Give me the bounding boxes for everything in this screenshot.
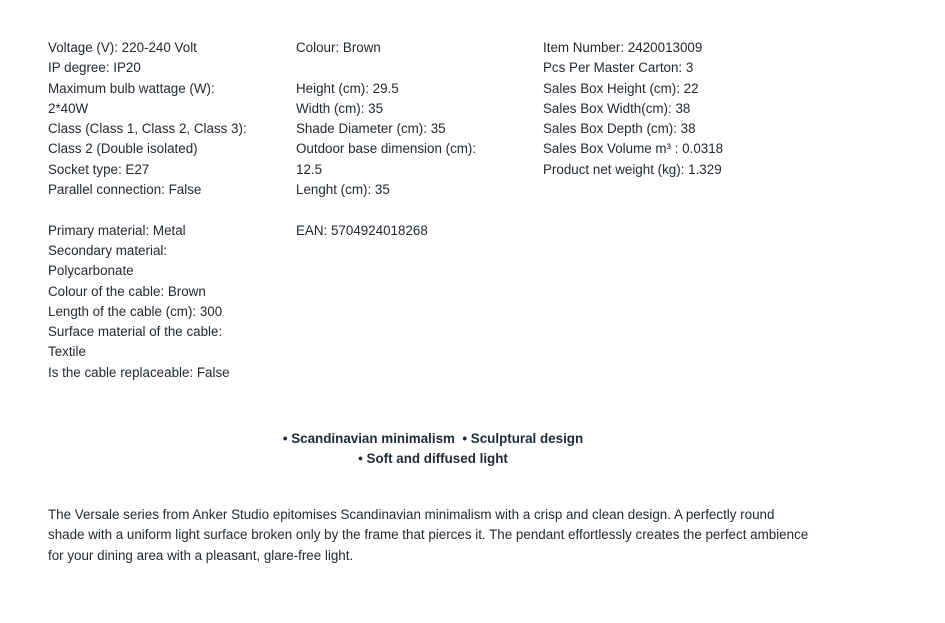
spec-net-weight: Product net weight (kg): 1.329 — [543, 161, 722, 177]
description-line: shade with a uniform light surface broken only by the frame that pierces it. The pendant effortlessly creates the perfect ambience — [48, 527, 809, 543]
spec-shade-diameter: Shade Diameter (cm): 35 — [296, 121, 446, 137]
spacer — [296, 200, 526, 220]
spec-max-bulb-wattage-value: 2*40W — [48, 100, 89, 116]
spec-width: Width (cm): 35 — [296, 100, 384, 116]
spec-column-packaging — [543, 38, 803, 180]
spec-outdoor-base-value: 12.5 — [296, 161, 323, 177]
spec-primary-material: Primary material: Metal — [48, 222, 186, 238]
spec-cable-replaceable: Is the cable replaceable: False — [48, 364, 230, 380]
spec-socket-type: Socket type: E27 — [48, 161, 150, 177]
spec-box-width: Sales Box Width(cm): 38 — [543, 100, 691, 116]
spec-cable-surface-label: Surface material of the cable: — [48, 324, 223, 340]
feature-line: • Soft and diffused light — [358, 451, 508, 467]
spec-class-label: Class (Class 1, Class 2, Class 3): — [48, 121, 247, 137]
description-line: The Versale series from Anker Studio epitomises Scandinavian minimalism with a crisp and clean design. A perfectly round — [48, 507, 775, 522]
product-description — [48, 505, 838, 566]
description-line: for your dining area with a pleasant, glare-free light. — [48, 547, 354, 563]
spec-box-depth: Sales Box Depth (cm): 38 — [543, 121, 696, 137]
spec-secondary-material-label: Secondary material: — [48, 242, 168, 258]
spec-column-electrical-materials — [48, 38, 278, 383]
spec-parallel-connection: Parallel connection: False — [48, 182, 202, 198]
spacer — [296, 58, 526, 78]
feature-highlights — [0, 429, 866, 470]
spec-ip-degree: IP degree: IP20 — [48, 60, 141, 76]
feature-line: • Scandinavian minimalism • Sculptural design — [282, 431, 584, 446]
spec-colour: Colour: Brown — [296, 40, 381, 55]
spec-ean: EAN: 5704924018268 — [296, 222, 428, 238]
spec-box-volume: Sales Box Volume m³ : 0.0318 — [543, 141, 724, 157]
spec-height: Height (cm): 29.5 — [296, 80, 399, 96]
spec-column-dimensions — [296, 38, 526, 241]
spec-pcs-per-carton: Pcs Per Master Carton: 3 — [543, 60, 694, 76]
spec-item-number: Item Number: 2420013009 — [543, 40, 703, 55]
spec-outdoor-base-label: Outdoor base dimension (cm): — [296, 141, 477, 157]
spec-length: Lenght (cm): 35 — [296, 182, 390, 198]
spec-max-bulb-wattage-label: Maximum bulb wattage (W): — [48, 80, 215, 96]
spec-cable-colour: Colour of the cable: Brown — [48, 283, 206, 299]
spec-cable-surface-value: Textile — [48, 344, 86, 360]
spec-voltage: Voltage (V): 220-240 Volt — [48, 40, 197, 55]
spec-class-value: Class 2 (Double isolated) — [48, 141, 198, 157]
spec-box-height: Sales Box Height (cm): 22 — [543, 80, 699, 96]
spec-cable-length: Length of the cable (cm): 300 — [48, 303, 223, 319]
spec-secondary-material-value: Polycarbonate — [48, 263, 134, 279]
spacer — [48, 200, 278, 220]
